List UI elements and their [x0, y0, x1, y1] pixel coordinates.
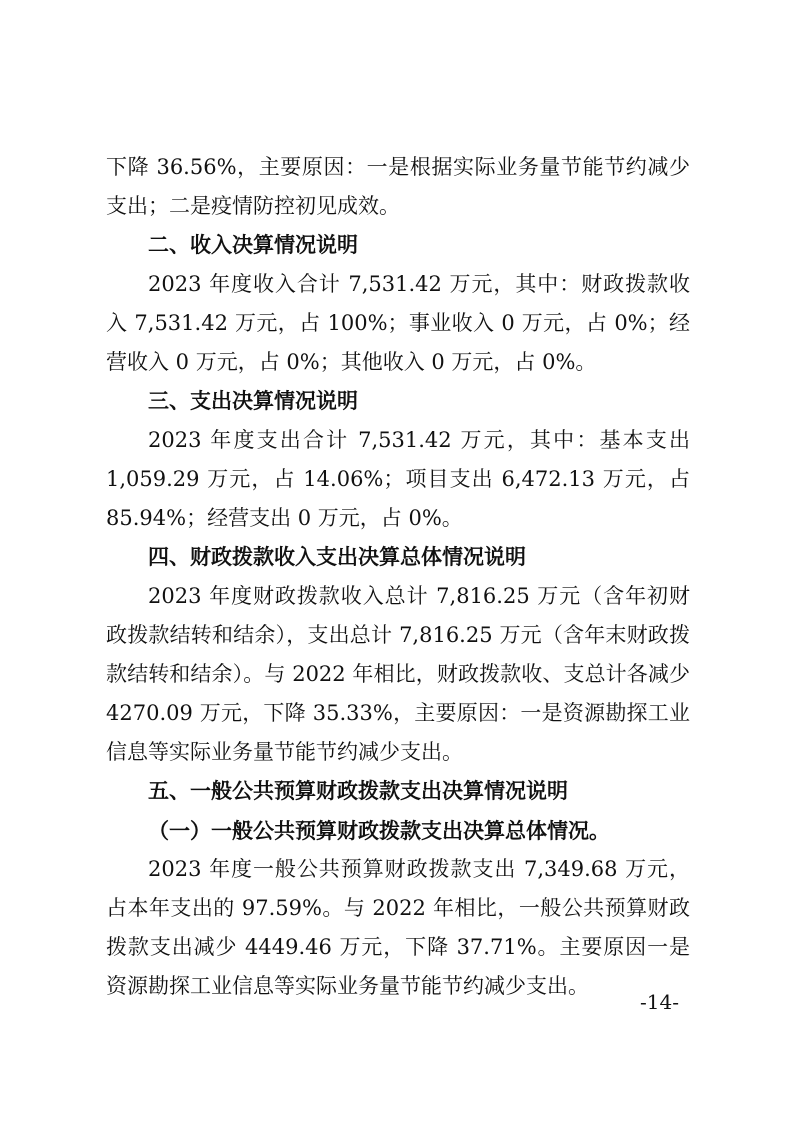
- section-heading-fiscal-overall: 四、财政拨款收入支出决算总体情况说明: [148, 545, 526, 569]
- paragraph-continuation: 下降 36.56%，主要原因：一是根据实际业务量节能节约减少支出；二是疫情防控初见成效。: [106, 155, 690, 218]
- paragraph-income: 2023 年度收入合计 7,531.42 万元，其中：财政拨款收入 7,531.42 万元，占 100%；事业收入 0 万元，占 0%；经营收入 0 万元，占 0%；其他收入 0 万元，占 0%。: [106, 272, 690, 374]
- subsection-heading-general-budget-overall: （一）一般公共预算财政拨款支出决算总体情况。: [148, 818, 610, 843]
- section-heading-expenditure: 三、支出决算情况说明: [148, 389, 358, 413]
- section-heading-income: 二、收入决算情况说明: [148, 233, 358, 257]
- paragraph-fiscal-overall: 2023 年度财政拨款收入总计 7,816.25 万元（含年初财政拨款结转和结余），支出总计 7,816.25 万元（含年末财政拨款结转和结余）。与 2022 年相比，财政拨款收、支总计各减少 4270.09 万元，下降 35.33%，主要原因：一是资源勘探工业信息等实际业务量节能节约减少支出。: [106, 584, 690, 764]
- section-heading-general-budget: 五、一般公共预算财政拨款支出决算情况说明: [148, 779, 568, 803]
- paragraph-general-budget-overall: 2023 年度一般公共预算财政拨款支出 7,349.68 万元，占本年支出的 97.59%。与 2022 年相比，一般公共预算财政拨款支出减少 4449.46 万元，下降 37.71%。主要原因一是资源勘探工业信息等实际业务量节能节约减少支出。: [106, 857, 690, 998]
- page-number: -14-: [640, 990, 679, 1014]
- document-body: [106, 148, 690, 1006]
- paragraph-expenditure: 2023 年度支出合计 7,531.42 万元，其中：基本支出 1,059.29 万元，占 14.06%；项目支出 6,472.13 万元，占 85.94%；经营支出 0 万元，占 0%。: [106, 428, 690, 530]
